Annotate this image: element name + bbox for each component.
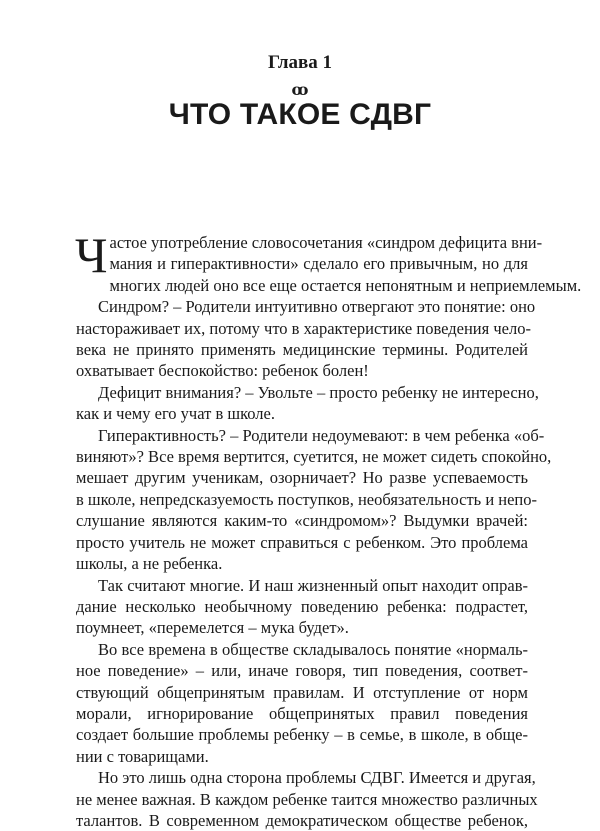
chapter-heading: Глава 1 [267, 52, 333, 73]
text-line: ное поведение» – или, иначе говоря, тип поведения, соответ- [76, 661, 528, 681]
text-line: многих людей оно все еще остается непонятным и неприемлемым. [109, 275, 582, 295]
text-line: школы, а не ребенка. [76, 554, 223, 574]
text-line: века не принято применять медицинские термины. Родителей [76, 340, 528, 360]
text-line: создает большие проблемы ребенку – в семье, в школе, в обще- [76, 725, 528, 745]
text-line: не менее важная. В каждом ребенке таится множество различных [76, 789, 538, 809]
text-line: дание несколько необычному поведению ребенка: подрастет, [76, 596, 528, 616]
text-line: как и чему его учат в школе. [76, 404, 275, 424]
text-line: слушание являются каким-то «синдромом»? Выдумки врачей: [76, 511, 528, 531]
text-line: Во все времена в обществе складывалось понятие «нормаль- [98, 639, 528, 659]
text-line: астое употребление словосочетания «синдром дефицита вни- [109, 233, 543, 252]
text-line: Гиперактивность? – Родители недоумевают: в чем ребенка «об- [98, 425, 545, 445]
ornament-icon: ꝏ [291, 82, 309, 99]
text-line: Так считают многие. И наш жизненный опыт находит оправ- [98, 575, 528, 595]
text-line: морали, игнорирование общепринятых правил поведения [76, 703, 528, 723]
text-line: нии с товарищами. [76, 746, 209, 766]
text-line: в школе, непредсказуемость поступков, необязательность и непо- [76, 489, 538, 509]
text-line: мешает другим ученикам, озорничает? Но разве успеваемость [76, 468, 528, 488]
chapter-title: ЧТО ТАКОЕ СДВГ [168, 98, 432, 131]
text-line: ствующий общепринятым правилам. И отступление от норм [76, 682, 528, 702]
drop-cap: Ч [75, 227, 108, 283]
text-line: настораживает их, потому что в характеристике поведения чело- [76, 318, 531, 338]
text-line: виняют»? Все время вертится, суетится, не может сидеть спокойно, [76, 447, 552, 467]
text-line: талантов. В современном демократическом обществе ребенок, [76, 810, 528, 830]
text-line: Дефицит внимания? – Увольте – просто ребенку не интересно, [98, 382, 539, 402]
text-line: Но это лишь одна сторона проблемы СДВГ. Имеется и другая, [98, 768, 536, 788]
text-line: мания и гиперактивности» сделало его привычным, но для [109, 254, 528, 274]
body-text [75, 227, 582, 831]
text-line: Синдром? – Родители интуитивно отвергают это понятие: оно [98, 297, 536, 317]
text-line: просто учитель не может справиться с ребенком. Это проблема [76, 532, 528, 552]
text-line: поумнеет, «перемелется – мука будет». [76, 618, 349, 638]
text-line: охватывает беспокойство: ребенок болен! [76, 361, 369, 381]
